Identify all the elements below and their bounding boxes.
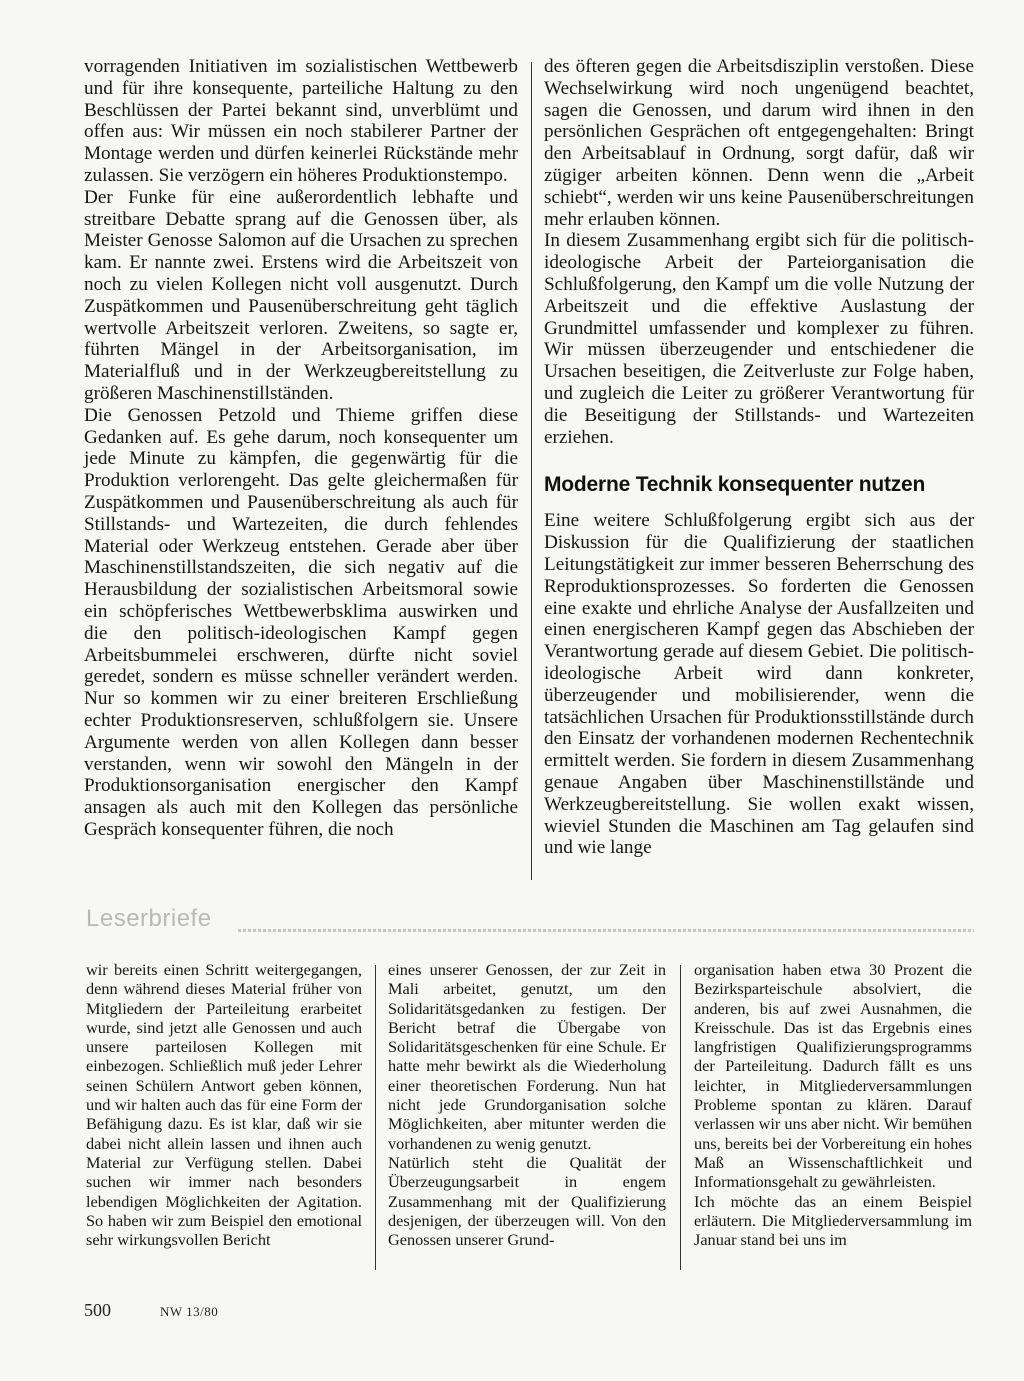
letters-column-2 bbox=[388, 960, 666, 1249]
paragraph: In diesem Zusammenhang ergibt sich für die politisch-ideologische Arbeit der Parteiorganisation die Schlußfolgerung, den Kampf um die volle Nutzung der Arbeitszeit und die effektive Auslastung der Grundmittel umfassender und komplexer zu führen. Wir müssen überzeugender und entschiedener die Ursachen beseitigen, die Zeitverluste zur Folge haben, und zugleich die Leiter zu größerer Verantwortung für die Beseitigung der Stillstands- und Wartezeiten erziehen. bbox=[544, 230, 974, 448]
letters-column-3 bbox=[694, 960, 972, 1249]
paragraph: eines unserer Genossen, der zur Zeit in Mali arbeitet, genutzt, um den Solidaritätsgedanken zu festigen. Der Bericht betraf die Übergabe von Solidaritätsgeschenken für eine Schule. Er hatte mehr bewirkt als die Wiederholung einer theoretischen Forderung. Nun hat nicht jede Grundorganisation solche Möglichkeiten, aber mitunter werden die vorhandenen zu wenig genutzt. bbox=[388, 960, 666, 1153]
paragraph: Ich möchte das an einem Beispiel erläutern. Die Mitgliederversammlung im Januar stand bei uns im bbox=[694, 1191, 972, 1250]
article-column-right bbox=[544, 56, 974, 859]
paragraph: wir bereits einen Schritt weitergegangen, denn während dieses Material früher von Mitgliedern der Parteileitung erarbeitet wurde, sind jetzt alle Genossen und auch unsere parteilosen Kollegen mit einbezogen. Schließlich muß jeder Lehrer seinen Schülern Antwort geben können, und wir halten auch das für eine Form der Befähigung dazu. Es ist klar, daß wir sie dabei nicht allein lassen und ihnen auch Material zur Verfügung stellen. Dabei suchen wir immer nach besonders lebendigen Möglichkeiten der Agitation. So haben wir zum Beispiel den emotional sehr wirkungsvollen Bericht bbox=[86, 960, 362, 1250]
issue-label: NW 13/80 bbox=[160, 1304, 219, 1319]
paragraph: Die Genossen Petzold und Thieme griffen diese Gedanken auf. Es gehe darum, noch konsequenter um jede Minute zu kämpfen, die gegenwärtig für die Produktion verlorengeht. Das gelte gleichermaßen für Zuspätkommen und Pausenüberschreitung als auch für Stillstands- und Wartezeiten, die durch fehlendes Material oder Werkzeug entstehen. Gerade aber über Maschinenstillstandszeiten, die sich negativ auf die Herausbildung der sozialistischen Arbeitsmoral sowie ein schöpferisches Wettbewerbsklima auswirken und die den politisch-ideologischen Kampf gegen Arbeitsbummelei erschweren, dürfte nicht soviel geredet, sondern es müsse schneller verändert werden. Nur so kommen wir zu einer breiteren Erschließung echter Produktionsreserven, schlußfolgern sie. Unsere Argumente werden von allen Kollegen dann besser verstanden, wenn wir sowohl den Mängeln in der Produktionsorganisation energischer den Kampf ansagen als auch mit den Kollegen das persönliche Gespräch konsequenter führen, die noch bbox=[84, 404, 518, 840]
paragraph: des öfteren gegen die Arbeitsdisziplin verstoßen. Diese Wechselwirkung wird noch ungenügend beachtet, sagen die Genossen, und darum wird ihnen in den persönlichen Gesprächen oft entgegengehalten: Bringt den Arbeitsablauf in Ordnung, sorgt dafür, daß wir zügiger arbeiten können. Denn wenn die „Arbeit schiebt“, werden wir uns keine Pausenüberschreitungen mehr erlauben können. bbox=[544, 56, 974, 230]
column-divider bbox=[531, 62, 532, 880]
page-number: 500 bbox=[84, 1300, 111, 1320]
column-divider bbox=[375, 965, 376, 1270]
section-divider bbox=[238, 929, 974, 932]
paragraph: vorragenden Initiativen im sozialistischen Wettbewerb und für ihre konsequente, parteiliche Haltung zu den Beschlüssen der Partei bekannt sind, unverblümt und offen aus: Wir müssen ein noch stabilerer Partner der Montage werden und dürfen keinerlei Rückstände mehr zulassen. Sie verzögern ein höheres Produktionstempo. bbox=[84, 56, 518, 186]
paragraph: Eine weitere Schlußfolgerung ergibt sich aus der Diskussion für die Qualifizierung der staatlichen Leitungstätigkeit zur immer besseren Beherrschung des Reproduktionsprozesses. So forderten die Genossen eine exakte und ehrliche Analyse der Ausfallzeiten und einen energischeren Kampf gegen das Abschieben der Verantwortung gerade auf diesem Gebiet. Die politisch-ideologische Arbeit wird dann konkreter, überzeugender und mobilisierender, wenn die tatsächlichen Ursachen für Produktionsstillstände durch den Einsatz der vorhandenen modernen Rechentechnik ermittelt werden. Sie fordern in diesem Zusammenhang genaue Angaben über Maschinenstillstände und Werkzeugbereitstellung. Sie wollen exakt wissen, wieviel Stunden die Maschinen am Tag gelaufen sind und wie lange bbox=[544, 510, 974, 859]
letters-column-1 bbox=[86, 960, 362, 1249]
article-column-left bbox=[84, 56, 518, 841]
section-heading: Moderne Technik konsequenter nutzen bbox=[544, 473, 926, 497]
section-label: Leserbriefe bbox=[86, 905, 212, 932]
paragraph: Der Funke für eine außerordentlich lebhafte und streitbare Debatte sprang auf die Genossen über, als Meister Genosse Salomon auf die Ursachen zu sprechen kam. Er nannte zwei. Erstens wird die Arbeitszeit von noch zu vielen Kollegen nicht voll ausgenutzt. Durch Zuspätkommen und Pausenüberschreitung geht täglich wertvolle Arbeitszeit verloren. Zweitens, so sagte er, führten Mängel in der Arbeitsorganisation, im Materialfluß und in der Werkzeugbereitstellung zu größeren Maschinenstillständen. bbox=[84, 186, 518, 404]
paragraph: organisation haben etwa 30 Prozent die Bezirksparteischule absolviert, die anderen, bis auf zwei Ausnahmen, die Kreisschule. Das ist das Ergebnis eines langfristigen Qualifizierungsprogramms der Parteileitung. Dadurch fällt es uns leichter, in Mitgliederversammlungen Probleme spontan zu klären. Darauf verlassen wir uns aber nicht. Wir bemühen uns, bereits bei der Vorbereitung ein hohes Maß an Wissenschaftlichkeit und Informationsgehalt zu gewährleisten. bbox=[694, 960, 973, 1192]
paragraph: Natürlich steht die Qualität der Überzeugungsarbeit in engem Zusammenhang mit der Qualifizierung desjenigen, der überzeugen will. Von den Genossen unserer Grund- bbox=[388, 1152, 666, 1250]
column-divider bbox=[680, 965, 681, 1270]
